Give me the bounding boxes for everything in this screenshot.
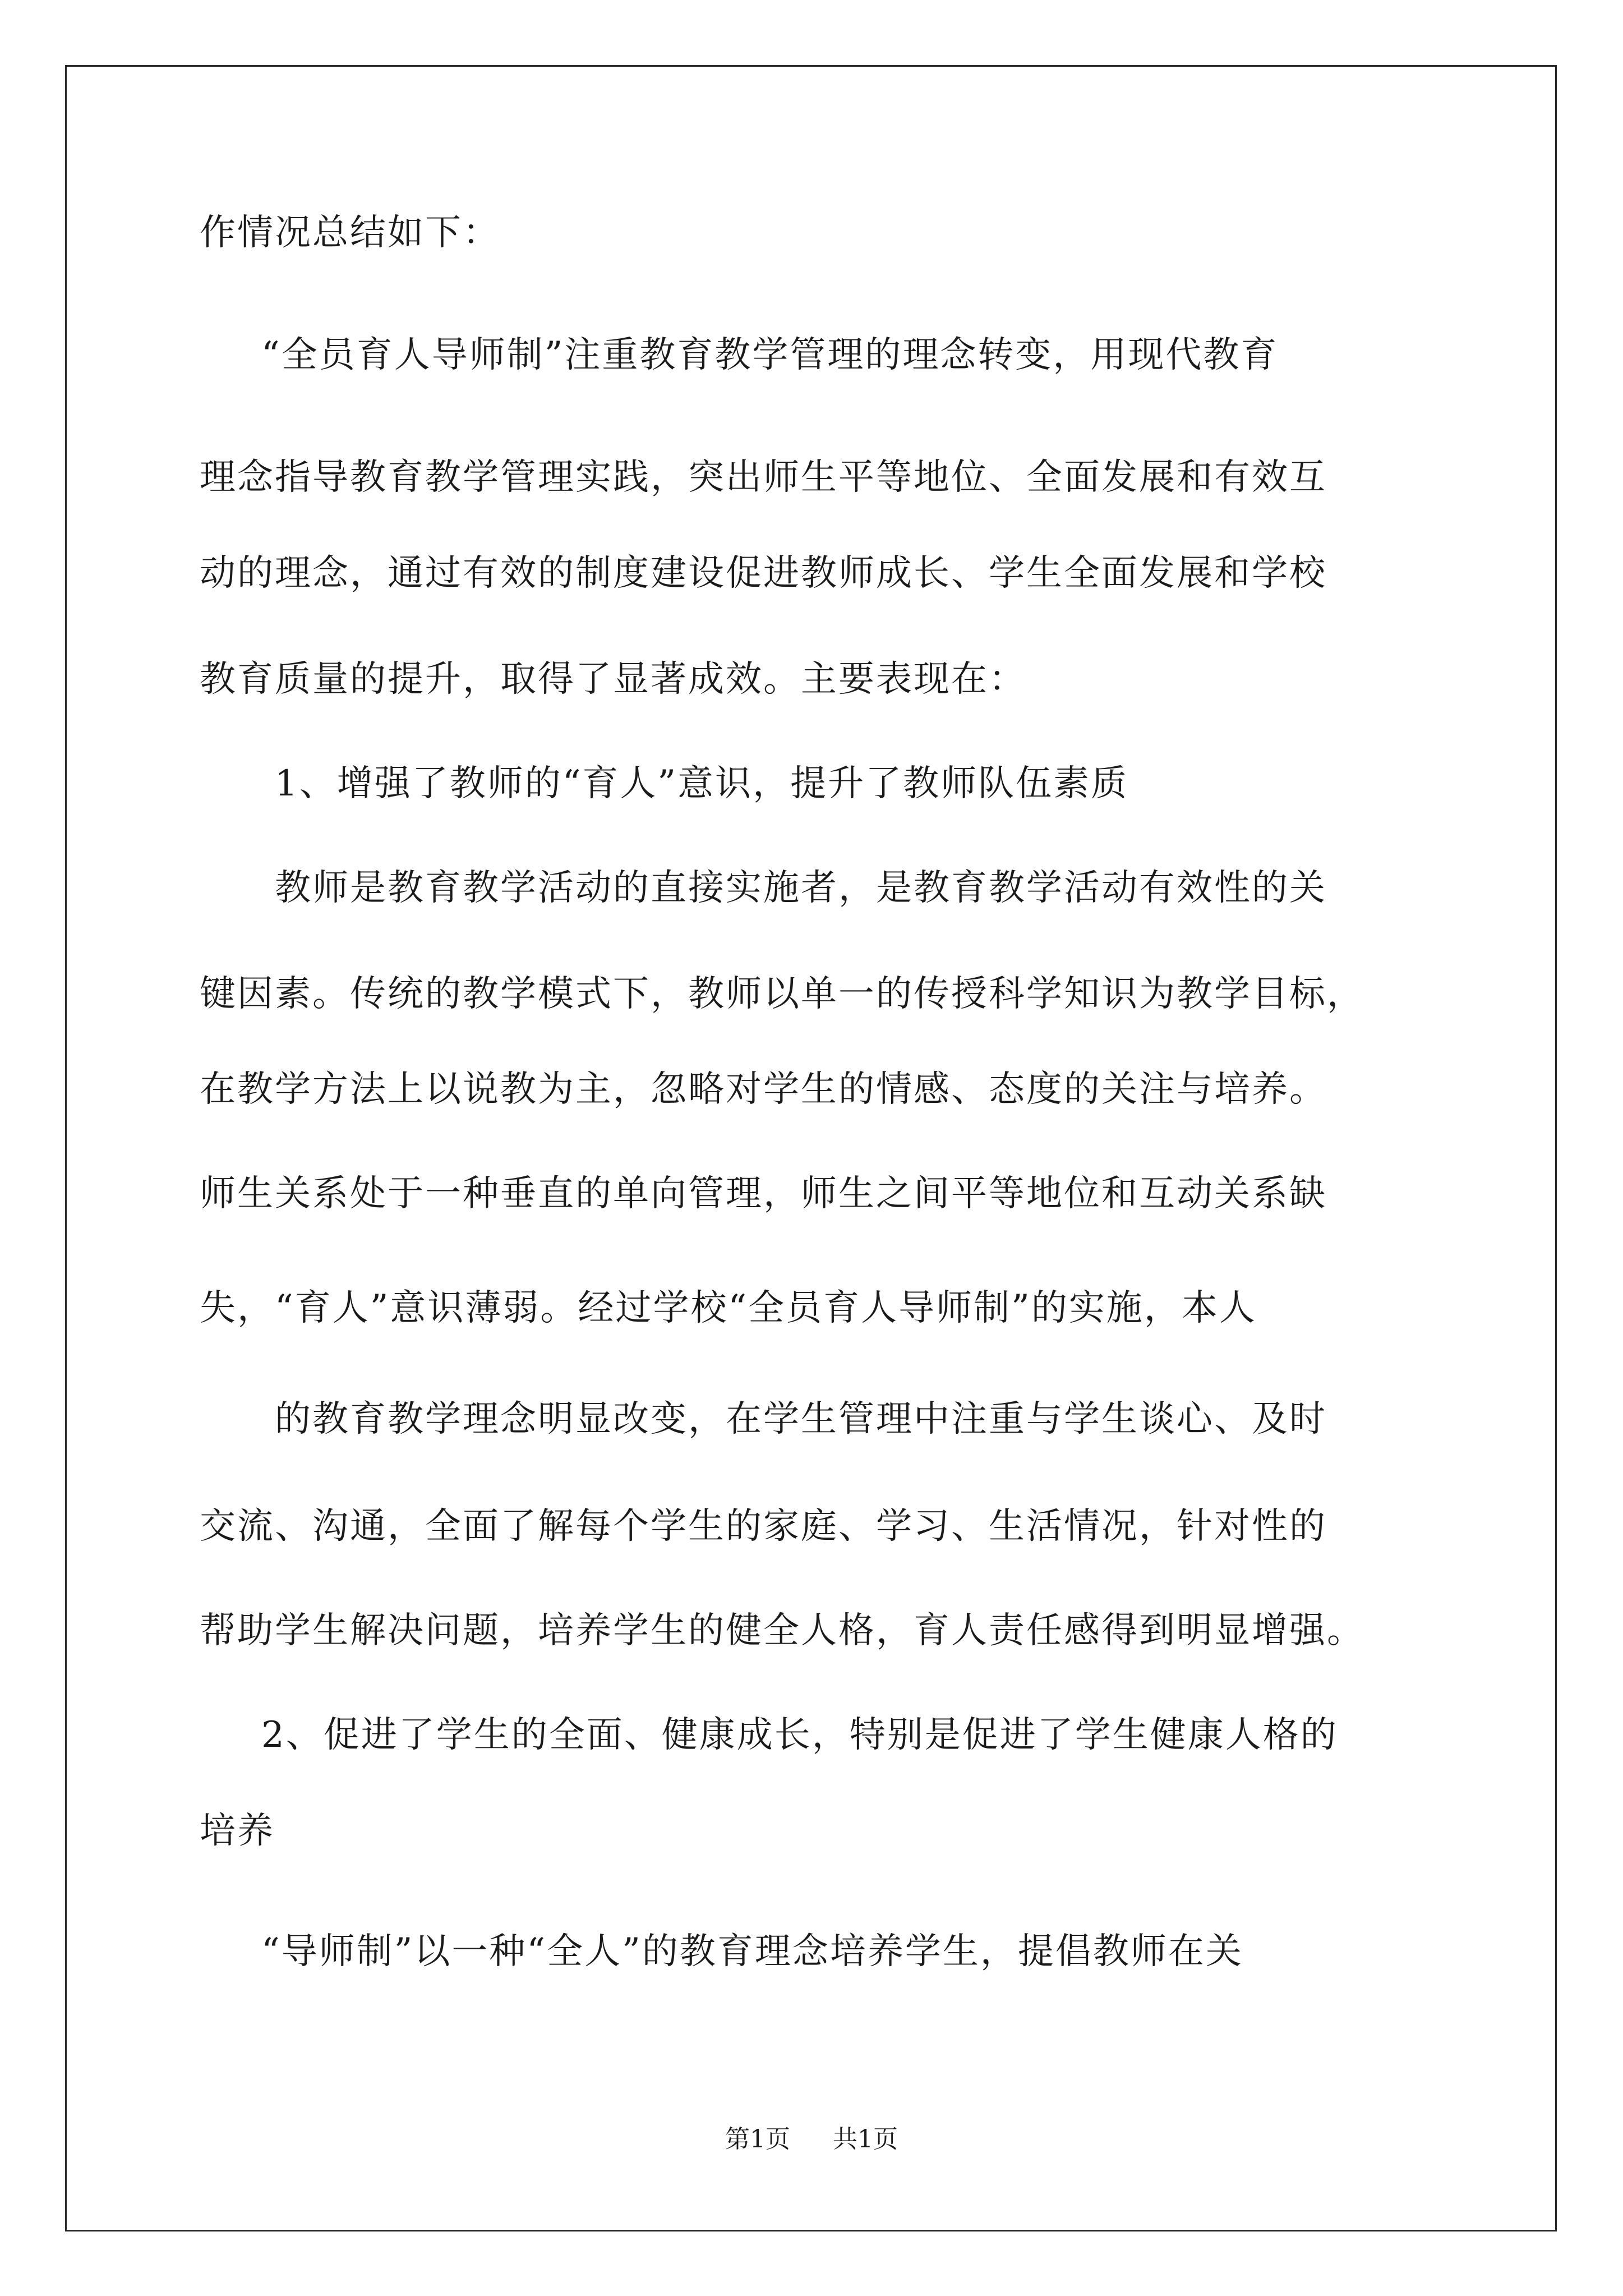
text-line: 教师是教育教学活动的直接实施者，是教育教学活动有效性的关 bbox=[275, 867, 1327, 909]
text-line: 键因素。传统的教学模式下，教师以单一的传授科学知识为教学目标， bbox=[200, 973, 1364, 1015]
text-line: 动的理念，通过有效的制度建设促进教师成长、学生全面发展和学校 bbox=[200, 553, 1327, 594]
section-heading-continued: 培养 bbox=[200, 1810, 275, 1852]
page-border bbox=[65, 65, 1557, 2231]
text-line: 教育质量的提升，取得了显著成效。主要表现在： bbox=[200, 659, 1026, 700]
page-footer bbox=[0, 2124, 1623, 2155]
text-line: 的教育教学理念明显改变，在学生管理中注重与学生谈心、及时 bbox=[275, 1398, 1327, 1440]
text-line: 师生关系处于一种垂直的单向管理，师生之间平等地位和互动关系缺 bbox=[200, 1173, 1327, 1214]
text-line: 帮助学生解决问题，培养学生的健全人格，育人责任感得到明显增强。 bbox=[200, 1610, 1364, 1651]
text-line: “导师制”以一种“全人”的教育理念培养学生，提倡教师在关 bbox=[261, 1931, 1243, 1972]
text-line: 理念指导教育教学管理实践，突出师生平等地位、全面发展和有效互 bbox=[200, 457, 1327, 498]
text-line: 作情况总结如下： bbox=[200, 212, 500, 254]
text-line: 交流、沟通，全面了解每个学生的家庭、学习、生活情况，针对性的 bbox=[200, 1506, 1327, 1547]
section-heading: 1、增强了教师的“育人”意识，提升了教师队伍素质 bbox=[275, 763, 1129, 804]
text-line: 在教学方法上以说教为主，忽略对学生的情感、态度的关注与培养。 bbox=[200, 1069, 1327, 1110]
page-number: 第1页 bbox=[725, 2125, 790, 2154]
page-total: 共1页 bbox=[833, 2125, 898, 2154]
text-line: 失，“育人”意识薄弱。经过学校“全员育人导师制”的实施，本人 bbox=[200, 1287, 1257, 1329]
section-heading: 2、促进了学生的全面、健康成长，特别是促进了学生健康人格的 bbox=[261, 1714, 1338, 1756]
text-line: “全员育人导师制”注重教育教学管理的理念转变，用现代教育 bbox=[261, 334, 1279, 376]
